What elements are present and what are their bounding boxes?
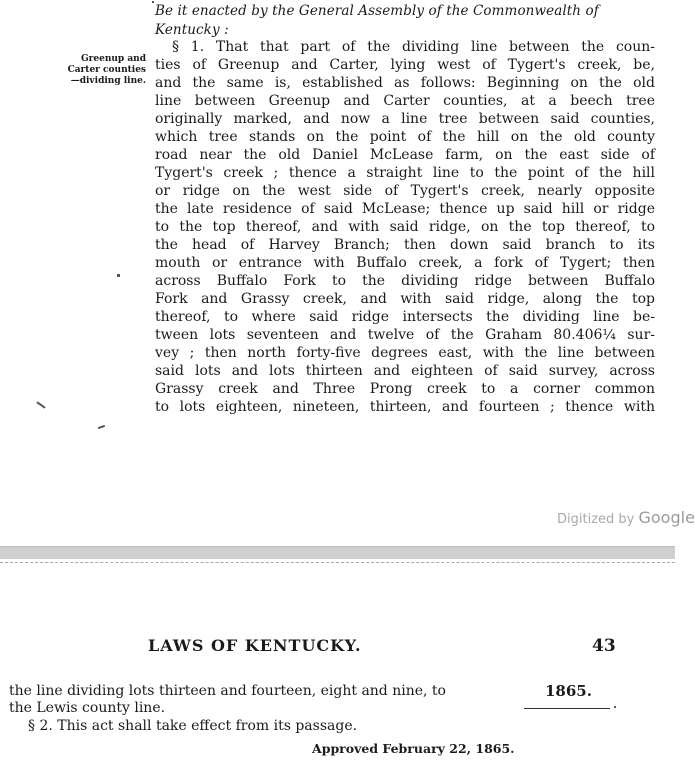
body-line: across Buffalo Fork to the dividing ridge between Buffalo (155, 273, 655, 289)
body-line: Tygert's creek ; thence a straight line to the point of the hill (155, 165, 655, 181)
body-line: Fork and Grassy creek, and with said ridge, along the top (155, 291, 655, 307)
body-line: said lots and lots thirteen and eighteen of said survey, across (155, 363, 655, 379)
ink-speck (98, 425, 105, 429)
body-line: and the same is, established as follows: Beginning on the old (155, 75, 655, 91)
body-line: line between Greenup and Carter counties, at a beech tree (155, 93, 655, 109)
approval-line: Approved February 22, 1865. (312, 741, 515, 756)
page-separator-dashed-line (0, 562, 675, 563)
margin-note-line: Carter counties (67, 65, 146, 75)
margin-year-rule (524, 708, 610, 709)
google-logo: Google (638, 508, 695, 527)
body-line: to the top thereof, and with said ridge, on the top thereof, to (155, 219, 655, 235)
body-line: ties of Greenup and Carter, lying west of Tygert's creek, be, (155, 57, 655, 73)
margin-note (50, 54, 146, 87)
body-line: mouth or entrance with Buffalo creek, a fork of Tygert; then (155, 255, 655, 271)
body-line: the Lewis county line. (9, 700, 166, 716)
body-line: Grassy creek and Three Prong creek to a corner common (155, 381, 655, 397)
margin-year: 1865. (545, 682, 592, 700)
body-line: road near the old Daniel McLease farm, on the east side of (155, 147, 655, 163)
page-number: 43 (592, 636, 616, 656)
running-head: LAWS OF KENTUCKY. (148, 636, 362, 655)
ink-speck (614, 706, 616, 708)
page-separator (0, 546, 675, 559)
body-line: § 2. This act shall take effect from its passage. (28, 718, 358, 734)
body-line: or ridge on the west side of Tygert's creek, nearly opposite (155, 183, 655, 199)
watermark-prefix: Digitized by (557, 512, 639, 527)
margin-note-line: Greenup and (80, 54, 146, 64)
body-line: originally marked, and now a line tree between said counties, (155, 111, 655, 127)
body-line: the late residence of said McLease; thence up said hill or ridge (155, 201, 655, 217)
body-line: tween lots seventeen and twelve of the Graham 80.406¼ sur- (155, 327, 655, 343)
enacting-clause: Be it enacted by the General Assembly of the Commonwealth of Kentucky : (155, 3, 599, 38)
body-line: thereof, to where said ridge intersects the dividing line be- (155, 309, 655, 325)
body-line: the head of Harvey Branch; then down said branch to its (155, 237, 655, 253)
ink-speck (36, 401, 45, 408)
body-line: the line dividing lots thirteen and fourteen, eight and nine, to (9, 683, 446, 699)
body-line: which tree stands on the point of the hill on the old county (155, 129, 655, 145)
body-line: vey ; then north forty-five degrees east, with the line between (155, 345, 655, 361)
margin-note-line: —dividing line. (70, 76, 146, 86)
ink-speck (117, 274, 120, 277)
ink-speck (152, 1, 154, 3)
body-line: § 1. That that part of the dividing line between the coun- (172, 39, 655, 55)
digitized-by-google-watermark (557, 508, 695, 527)
body-line: to lots eighteen, nineteen, thirteen, and fourteen ; thence with (155, 399, 655, 415)
